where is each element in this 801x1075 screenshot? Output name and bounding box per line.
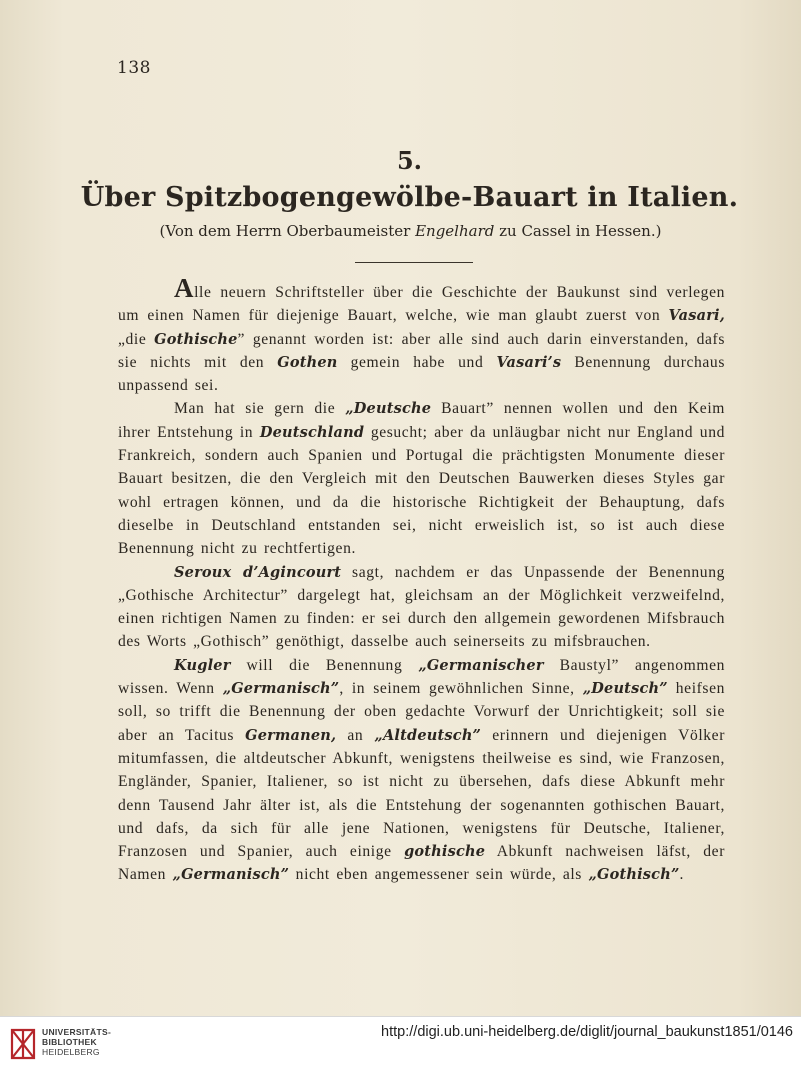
text-run: gemein habe und <box>337 353 497 371</box>
text-run: an <box>336 726 375 744</box>
source-url-link[interactable]: http://digi.ub.uni-heidelberg.de/diglit/journal_baukunst1851/0146 <box>381 1024 793 1040</box>
article-subtitle <box>0 222 801 240</box>
text-run: nicht eben angemessener sein würde, als <box>289 866 589 884</box>
text-run: lle neuern Schriftsteller über die Geschichte der Baukunst sind verlegen um einen Namen für diejenige Bauart, welche, wie man glaubt zuerst von <box>118 284 725 325</box>
logo-line-3: HEIDELBERG <box>42 1047 100 1057</box>
emphasized-text: Kugler <box>174 656 231 674</box>
text-run: gesucht; aber da unläugbar nicht nur England und Frankreich, sondern auch Spanien und Portugal die prächtigsten Monumente dieser Bauart besitzen, die den Vergleich mit den Deutschen Bauwerken dieses Styles gar wohl ertragen können, und da die historische Richtigkeit der Behauptung, dafs dieselbe in Deutschland entstanden sei, nicht erweislich ist, so ist auch diese Benennung nicht zu rechtfertigen. <box>118 423 726 558</box>
text-run: Benennung durchaus unpassend sei. <box>118 353 725 395</box>
article-number: 5. <box>396 146 423 175</box>
text-run: Bauart” nennen wollen und den Keim ihrer Entstehung in <box>118 400 725 441</box>
text-run: Abkunft nachweisen läfst, der Namen <box>118 843 725 884</box>
logo-line-1: UNIVERSITÄTS- <box>42 1027 112 1037</box>
emphasized-text: „Gothisch” <box>588 866 680 884</box>
text-run: , in seinem gewöhnlichen Sinne, <box>339 680 583 698</box>
emphasized-text: Deutschland <box>259 423 365 441</box>
emphasized-text: „Deutsch” <box>582 680 668 698</box>
title-divider <box>355 262 473 263</box>
library-logo-text[interactable] <box>42 1027 111 1057</box>
subtitle-prefix: (Von dem Herrn Oberbaumeister <box>159 222 416 240</box>
text-run: Man hat sie gern die <box>174 400 346 418</box>
text-run: „die <box>118 330 155 348</box>
page-number: 138 <box>117 58 151 78</box>
text-run: heifsen soll, so trifft die Benennung der oben gedachte Vorwurf der Unrichtigkeit; soll sie aber an Tacitus <box>118 680 726 744</box>
text-run: will die Benennung <box>230 656 419 674</box>
paragraph <box>118 654 725 887</box>
body-text <box>118 273 726 887</box>
text-run: sagt, nachdem er das Unpassende der Benennung „Gothische Architectur” dargelegt hat, gleichsam an der Möglichkeit verzweifelnd, einen richtigen Namen zu finden: er sei durch den allgemein gewordenen Mifsbrauch des Worts „Gothisch” genöthigt, dasselbe auch seinerseits zu mifsbrauchen. <box>118 563 725 651</box>
emphasized-text: Gothen <box>277 353 338 371</box>
paragraph <box>118 397 725 560</box>
emphasized-text: Gothische <box>154 330 238 348</box>
text-run: ” genannt worden ist: aber alle sind auch darin einverstanden, dafs sie nichts mit den <box>118 330 725 371</box>
emphasized-text: „Germanischer <box>418 656 544 674</box>
emphasized-text: Germanen, <box>245 726 337 744</box>
text-run: . <box>679 866 684 884</box>
emphasized-text: Vasari, <box>668 307 725 325</box>
emphasized-text: Seroux d’Agincourt <box>174 563 342 581</box>
logo-line-2: BIBLIOTHEK <box>42 1037 97 1047</box>
heidelberg-library-logo-icon[interactable] <box>8 1024 38 1064</box>
emphasized-text: gothische <box>404 843 486 861</box>
emphasized-text: „Deutsche <box>345 400 432 418</box>
emphasized-text: Vasari’s <box>496 353 562 371</box>
paragraph <box>118 273 725 397</box>
emphasized-text: „Germanisch” <box>172 866 290 884</box>
article-title: Über Spitzbogengewölbe-Bauart in Italien. <box>80 182 739 213</box>
subtitle-suffix: zu Cassel in Hessen.) <box>494 222 662 240</box>
text-run: Baustyl” angenommen wissen. Wenn <box>118 656 725 698</box>
subtitle-author: Engelhard <box>415 222 495 240</box>
emphasized-text: „Germanisch” <box>222 680 340 698</box>
paragraph <box>118 561 725 654</box>
emphasized-text: „Altdeutsch” <box>374 726 482 744</box>
drop-cap: A <box>174 273 195 303</box>
text-run: erinnern und diejenigen Völker mitumfassen, die altdeutscher Abkunft, wenigstens theilweise es sind, wie Franzosen, Engländer, Spanier, Italiener, so ist nicht zu übersehen, dafs diese Abkunft mehr denn Tausend Jahr älter ist, als die Entstehung der sogenannten gothischen Bauart, und dafs, da sich für alle jene Nationen, wenigstens für Deutsche, Italiener, Franzosen und Spanier, auch einige <box>118 726 725 861</box>
